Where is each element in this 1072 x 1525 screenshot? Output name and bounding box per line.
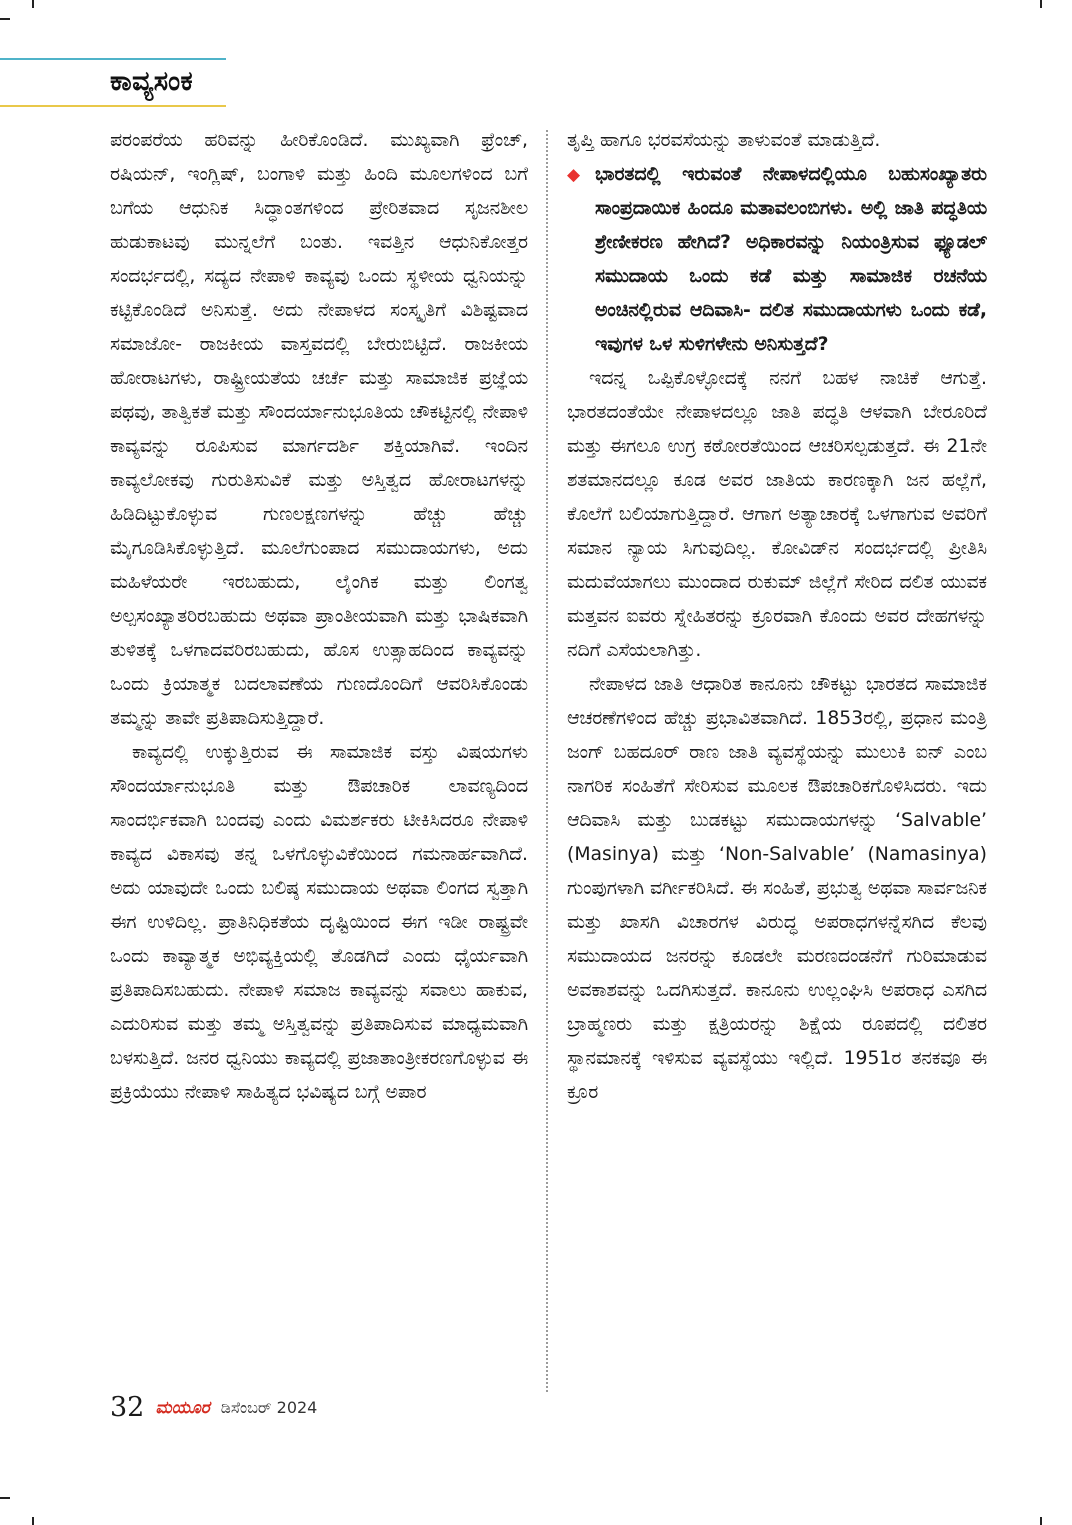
page-footer xyxy=(110,1392,317,1432)
question-text: ಭಾರತದಲ್ಲಿ ಇರುವಂತೆ ನೇಪಾಳದಲ್ಲಿಯೂ ಬಹುಸಂಖ್ಯಾತರು ಸಾಂಪ್ರದಾಯಿಕ ಹಿಂದೂ ಮತಾವಲಂಬಿಗಳು. ಅಲ್ಲಿ ಜಾತಿ ಪದ್ಧತಿಯ ಶ್ರೇಣೀಕರಣ ಹೇಗಿದೆ? ಅಧಿಕಾರವನ್ನು ನಿಯಂತ್ರಿಸುವ ಫ್ಯೂಡಲ್ ಸಮುದಾಯ ಒಂದು ಕಡೆ ಮತ್ತು ಸಾಮಾಜಿಕ ರಚನೆಯ ಅಂಚಿನಲ್ಲಿರುವ ಆದಿವಾಸಿ- ದಲಿತ ಸಮುದಾಯಗಳು ಒಂದು ಕಡೆ, ಇವುಗಳ ಒಳ ಸುಳಿಗಳೇನು ಅನಿಸುತ್ತದೆ? xyxy=(595,164,987,355)
right-column xyxy=(567,124,987,1110)
section-title: ಕಾವ್ಯಸಂಕ xyxy=(110,66,194,97)
crop-mark-top-left xyxy=(0,18,10,20)
header-top-rule xyxy=(0,58,226,60)
right-paragraph-1: ಇದನ್ನ ಒಪ್ಪಿಕೊಳ್ಳೋದಕ್ಕೆ ನನಗೆ ಬಹಳ ನಾಚಿಕೆ ಆಗುತ್ತೆ. ಭಾರತದಂತೆಯೇ ನೇಪಾಳದಲ್ಲೂ ಜಾತಿ ಪದ್ಧತಿ ಆಳವಾಗಿ ಬೇರೂರಿದೆ ಮತ್ತು ಈಗಲೂ ಉಗ್ರ ಕಠೋರತೆಯಿಂದ ಆಚರಿಸಲ್ಪಡುತ್ತದೆ. ಈ 21ನೇ ಶತಮಾನದಲ್ಲೂ ಕೂಡ ಅವರ ಜಾತಿಯ ಕಾರಣಕ್ಕಾಗಿ ಜನ ಹಲ್ಲೆಗೆ, ಕೊಲೆಗೆ ಬಲಿಯಾಗುತ್ತಿದ್ದಾರೆ. ಆಗಾಗ ಅತ್ಯಾಚಾರಕ್ಕೆ ಒಳಗಾಗುವ ಅವರಿಗೆ ಸಮಾನ ನ್ಯಾಯ ಸಿಗುವುದಿಲ್ಲ. ಕೋವಿಡ್‌ನ ಸಂದರ್ಭದಲ್ಲಿ ಪ್ರೀತಿಸಿ ಮದುವೆಯಾಗಲು ಮುಂದಾದ ರುಕುಮ್ ಜಿಲ್ಲೆಗೆ ಸೇರಿದ ದಲಿತ ಯುವಕ ಮತ್ತವನ ಐವರು ಸ್ನೇಹಿತರನ್ನು ಕ್ರೂರವಾಗಿ ಕೊಂದು ಅವರ ದೇಹಗಳನ್ನು ನದಿಗೆ ಎಸೆಯಲಾಗಿತ್ತು. xyxy=(567,368,987,661)
column-divider xyxy=(546,130,548,1392)
interview-question xyxy=(567,158,987,362)
header-bottom-rule xyxy=(0,105,226,107)
left-column xyxy=(110,124,528,1110)
section-header xyxy=(0,58,226,108)
crop-mark-bottom-left-v xyxy=(32,1517,34,1525)
crop-mark-bottom-right-v xyxy=(1040,1517,1042,1525)
crop-mark-top-right-v xyxy=(1040,0,1042,8)
page-number: 32 xyxy=(110,1392,145,1423)
red-diamond-bullet-icon: ◆ xyxy=(567,165,581,185)
crop-mark-bottom-left xyxy=(0,1497,10,1499)
left-paragraph-1: ಪರಂಪರೆಯ ಹರಿವನ್ನು ಹೀರಿಕೊಂಡಿದೆ. ಮುಖ್ಯವಾಗಿ ಫ್ರೆಂಚ್, ರಷಿಯನ್, ಇಂಗ್ಲಿಷ್, ಬಂಗಾಳಿ ಮತ್ತು ಹಿಂದಿ ಮೂಲಗಳಿಂದ ಬಗೆ ಬಗೆಯ ಆಧುನಿಕ ಸಿದ್ಧಾಂತಗಳಿಂದ ಪ್ರೇರಿತವಾದ ಸೃಜನಶೀಲ ಹುಡುಕಾಟವು ಮುನ್ನಲೆಗೆ ಬಂತು. ಇವತ್ತಿನ ಆಧುನಿಕೋತ್ತರ ಸಂದರ್ಭದಲ್ಲಿ, ಸದ್ಯದ ನೇಪಾಳಿ ಕಾವ್ಯವು ಒಂದು ಸ್ಥಳೀಯ ಧ್ವನಿಯನ್ನು ಕಟ್ಟಿಕೊಂಡಿದೆ ಅನಿಸುತ್ತೆ. ಅದು ನೇಪಾಳದ ಸಂಸ್ಕೃತಿಗೆ ವಿಶಿಷ್ಟವಾದ ಸಮಾಜೋ- ರಾಜಕೀಯ ವಾಸ್ತವದಲ್ಲಿ ಬೇರುಬಿಟ್ಟಿದೆ. ರಾಜಕೀಯ ಹೋರಾಟಗಳು, ರಾಷ್ಟ್ರೀಯತೆಯ ಚರ್ಚೆ ಮತ್ತು ಸಾಮಾಜಿಕ ಪ್ರಜ್ಞೆಯ ಪಥವು, ತಾತ್ವಿಕತೆ ಮತ್ತು ಸೌಂದರ್ಯಾನುಭೂತಿಯ ಚೌಕಟ್ಟಿನಲ್ಲಿ ನೇಪಾಳಿ ಕಾವ್ಯವನ್ನು ರೂಪಿಸುವ ಮಾರ್ಗದರ್ಶಿ ಶಕ್ತಿಯಾಗಿವೆ. ಇಂದಿನ ಕಾವ್ಯಲೋಕವು ಗುರುತಿಸುವಿಕೆ ಮತ್ತು ಅಸ್ತಿತ್ವದ ಹೋರಾಟಗಳನ್ನು ಹಿಡಿದಿಟ್ಟುಕೊಳ್ಳುವ ಗುಣಲಕ್ಷಣಗಳನ್ನು ಹೆಚ್ಚು ಹೆಚ್ಚು ಮೈಗೂಡಿಸಿಕೊಳ್ಳುತ್ತಿದೆ. ಮೂಲೆಗುಂಪಾದ ಸಮುದಾಯಗಳು, ಅದು ಮಹಿಳೆಯರೇ ಇರಬಹುದು, ಲೈಂಗಿಕ ಮತ್ತು ಲಿಂಗತ್ವ ಅಲ್ಪಸಂಖ್ಯಾತರಿರಬಹುದು ಅಥವಾ ಪ್ರಾಂತೀಯವಾಗಿ ಮತ್ತು ಭಾಷಿಕವಾಗಿ ತುಳಿತಕ್ಕೆ ಒಳಗಾದವರಿರಬಹುದು, ಹೊಸ ಉತ್ಸಾಹದಿಂದ ಕಾವ್ಯವನ್ನು ಒಂದು ಕ್ರಿಯಾತ್ಮಕ ಬದಲಾವಣೆಯ ಗುಣದೊಂದಿಗೆ ಆವರಿಸಿಕೊಂಡು ತಮ್ಮನ್ನು ತಾವೇ ಪ್ರತಿಪಾದಿಸುತ್ತಿದ್ದಾರೆ. xyxy=(110,130,528,729)
magazine-logo: ಮಯೂರ xyxy=(155,1397,210,1418)
issue-date: ಡಿಸೆಂಬರ್ 2024 xyxy=(220,1397,318,1417)
crop-mark-top-left-v xyxy=(32,0,34,8)
left-paragraph-2: ಕಾವ್ಯದಲ್ಲಿ ಉಕ್ಕುತ್ತಿರುವ ಈ ಸಾಮಾಜಿಕ ವಸ್ತು ವಿಷಯಗಳು ಸೌಂದರ್ಯಾನುಭೂತಿ ಮತ್ತು ಔಪಚಾರಿಕ ಲಾವಣ್ಯದಿಂದ ಸಾಂದರ್ಭಿಕವಾಗಿ ಬಂದವು ಎಂದು ವಿಮರ್ಶಕರು ಟೀಕಿಸಿದರೂ ನೇಪಾಳಿ ಕಾವ್ಯದ ವಿಕಾಸವು ತನ್ನ ಒಳಗೊಳ್ಳುವಿಕೆಯಿಂದ ಗಮನಾರ್ಹವಾಗಿದೆ. ಅದು ಯಾವುದೇ ಒಂದು ಬಲಿಷ್ಠ ಸಮುದಾಯ ಅಥವಾ ಲಿಂಗದ ಸ್ವತ್ತಾಗಿ ಈಗ ಉಳಿದಿಲ್ಲ. ಪ್ರಾತಿನಿಧಿಕತೆಯ ದೃಷ್ಟಿಯಿಂದ ಈಗ ಇಡೀ ರಾಷ್ಟ್ರವೇ ಒಂದು ಕಾವ್ಯಾತ್ಮಕ ಅಭಿವ್ಯಕ್ತಿಯಲ್ಲಿ ತೊಡಗಿದೆ ಎಂದು ಧೈರ್ಯವಾಗಿ ಪ್ರತಿಪಾದಿಸಬಹುದು. ನೇಪಾಳಿ ಸಮಾಜ ಕಾವ್ಯವನ್ನು ಸವಾಲು ಹಾಕುವ, ಎದುರಿಸುವ ಮತ್ತು ತಮ್ಮ ಅಸ್ತಿತ್ವವನ್ನು ಪ್ರತಿಪಾದಿಸುವ ಮಾಧ್ಯಮವಾಗಿ ಬಳಸುತ್ತಿದೆ. ಜನರ ಧ್ವನಿಯು ಕಾವ್ಯದಲ್ಲಿ ಪ್ರಜಾತಾಂತ್ರೀಕರಣಗೊಳ್ಳುವ ಈ ಪ್ರಕ್ರಿಯೆಯು ನೇಪಾಳಿ ಸಾಹಿತ್ಯದ ಭವಿಷ್ಯದ ಬಗ್ಗೆ ಅಪಾರ xyxy=(110,742,528,1103)
right-paragraph-0: ತೃಪ್ತಿ ಹಾಗೂ ಭರವಸೆಯನ್ನು ತಾಳುವಂತೆ ಮಾಡುತ್ತಿದೆ. xyxy=(567,130,881,151)
right-paragraph-2: ನೇಪಾಳದ ಜಾತಿ ಆಧಾರಿತ ಕಾನೂನು ಚೌಕಟ್ಟು ಭಾರತದ ಸಾಮಾಜಿಕ ಆಚರಣೆಗಳಿಂದ ಹೆಚ್ಚು ಪ್ರಭಾವಿತವಾಗಿದೆ. 1853ರಲ್ಲಿ, ಪ್ರಧಾನ ಮಂತ್ರಿ ಜಂಗ್ ಬಹದೂರ್ ರಾಣ ಜಾತಿ ವ್ಯವಸ್ಥೆಯನ್ನು ಮುಲುಕಿ ಐನ್ ಎಂಬ ನಾಗರಿಕ ಸಂಹಿತೆಗೆ ಸೇರಿಸುವ ಮೂಲಕ ಔಪಚಾರಿಕಗೊಳಿಸಿದರು. ಇದು ಆದಿವಾಸಿ ಮತ್ತು ಬುಡಕಟ್ಟು ಸಮುದಾಯಗಳನ್ನು ‘Salvable’ (Masinya) ಮತ್ತು ‘Non-Salvable’ (Namasinya) ಗುಂಪುಗಳಾಗಿ ವರ್ಗೀಕರಿಸಿದೆ. ಈ ಸಂಹಿತೆ, ಪ್ರಭುತ್ವ ಅಥವಾ ಸಾರ್ವಜನಿಕ ಮತ್ತು ಖಾಸಗಿ ವಿಚಾರಗಳ ವಿರುದ್ಧ ಅಪರಾಧಗಳನ್ನೆಸಗಿದ ಕೆಲವು ಸಮುದಾಯದ ಜನರನ್ನು ಕೂಡಲೇ ಮರಣದಂಡನೆಗೆ ಗುರಿಮಾಡುವ ಅವಕಾಶವನ್ನು ಒದಗಿಸುತ್ತದೆ. ಕಾನೂನು ಉಲ್ಲಂಘಿಸಿ ಅಪರಾಧ ಎಸಗಿದ ಬ್ರಾಹ್ಮಣರು ಮತ್ತು ಕ್ಷತ್ರಿಯರನ್ನು ಶಿಕ್ಷೆಯ ರೂಪದಲ್ಲಿ ದಲಿತರ ಸ್ಥಾನಮಾನಕ್ಕೆ ಇಳಿಸುವ ವ್ಯವಸ್ಥೆಯು ಇಲ್ಲಿದೆ. 1951ರ ತನಕವೂ ಈ ಕ್ರೂರ xyxy=(567,674,987,1103)
